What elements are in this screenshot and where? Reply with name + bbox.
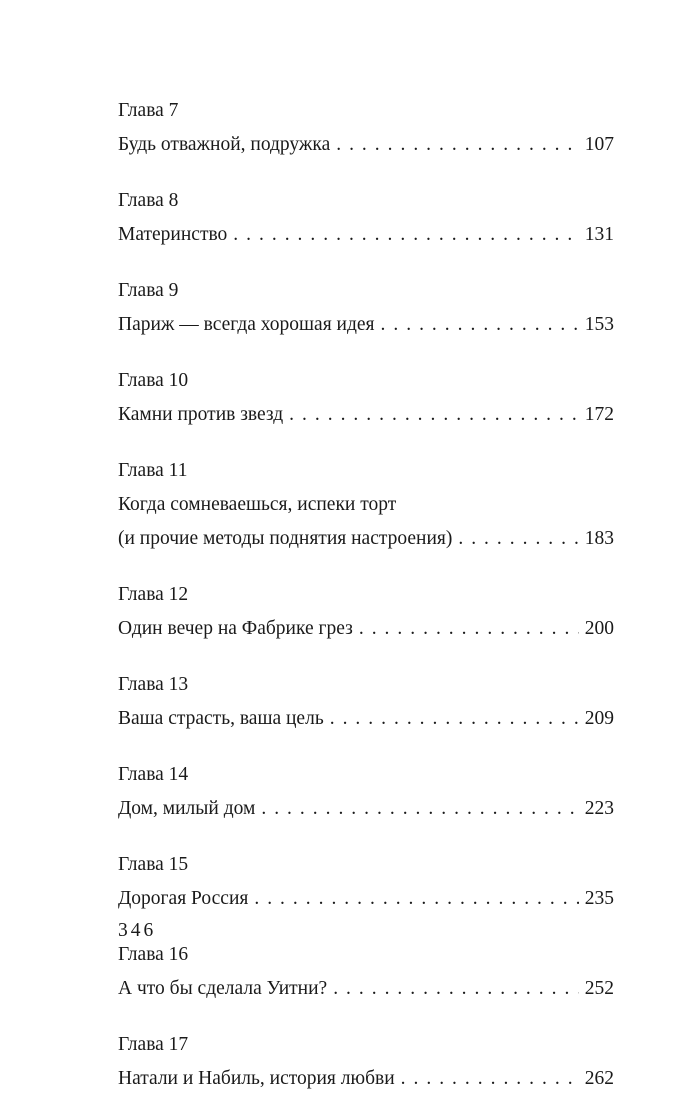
chapter-label: Глава 12 [118,584,189,605]
toc-entry [118,578,614,646]
dot-leader [458,522,578,556]
page-number: 172 [584,404,614,425]
dot-leader [359,612,579,646]
page-folio: 346 [118,920,157,941]
toc-entry [118,274,614,342]
toc-row[interactable] [118,612,614,646]
toc-entry [118,1028,614,1096]
chapter-label: Глава 10 [118,370,189,391]
page-number: 107 [584,134,614,155]
page-number: 209 [584,708,614,729]
toc-row[interactable] [118,1062,614,1096]
chapter-label: Глава 9 [118,280,179,301]
dot-leader [289,398,579,432]
chapter-label: Глава 7 [118,100,179,121]
chapter-title: Натали и Набиль, история любви [118,1068,395,1089]
toc-entry [118,94,614,162]
toc-row[interactable] [118,128,614,162]
page-number: 223 [584,798,614,819]
chapter-label: Глава 17 [118,1034,189,1055]
toc-row[interactable] [118,792,614,826]
page-number: 252 [584,978,614,999]
chapter-title: Париж — всегда хорошая идея [118,314,375,335]
dot-leader [336,128,579,162]
toc-entry [118,938,614,1006]
chapter-label: Глава 13 [118,674,189,695]
dot-leader [233,218,578,252]
toc-entry [118,668,614,736]
chapter-title: Дом, милый дом [118,798,256,819]
toc-entry [118,848,614,916]
chapter-label: Глава 14 [118,764,189,785]
toc-entry [118,184,614,252]
chapter-label: Глава 15 [118,854,189,875]
chapter-title: Камни против звезд [118,404,284,425]
chapter-label: Глава 8 [118,190,179,211]
chapter-label: Глава 11 [118,460,188,481]
chapter-title: Дорогая Россия [118,888,249,909]
chapter-title: Будь отважной, подружка [118,134,331,155]
dot-leader [254,882,578,916]
dot-leader [401,1062,579,1096]
toc-row[interactable] [118,218,614,252]
toc-row[interactable] [118,522,614,556]
toc-row[interactable] [118,308,614,342]
page-number: 153 [584,314,614,335]
toc-row[interactable] [118,972,614,1006]
toc-row[interactable] [118,702,614,736]
page-number: 200 [584,618,614,639]
toc-entry [118,454,614,556]
chapter-label: Глава 16 [118,944,189,965]
dot-leader [333,972,579,1006]
toc-entry [118,364,614,432]
chapter-title: А что бы сделала Уитни? [118,978,328,999]
chapter-title-line: Когда сомневаешься, испеки торт [118,494,397,515]
page-number: 183 [584,528,614,549]
dot-leader [330,702,579,736]
dot-leader [261,792,578,826]
chapter-title: Ваша страсть, ваша цель [118,708,324,729]
toc-row[interactable] [118,398,614,432]
toc-row[interactable] [118,882,614,916]
page-number: 131 [584,224,614,245]
chapter-title: Один вечер на Фабрике грез [118,618,353,639]
page-number: 262 [584,1068,614,1089]
dot-leader [381,308,579,342]
page-number: 235 [584,888,614,909]
toc-entry [118,758,614,826]
table-of-contents [118,94,614,1118]
chapter-title: (и прочие методы поднятия настроения) [118,528,453,549]
chapter-title: Материнство [118,224,228,245]
